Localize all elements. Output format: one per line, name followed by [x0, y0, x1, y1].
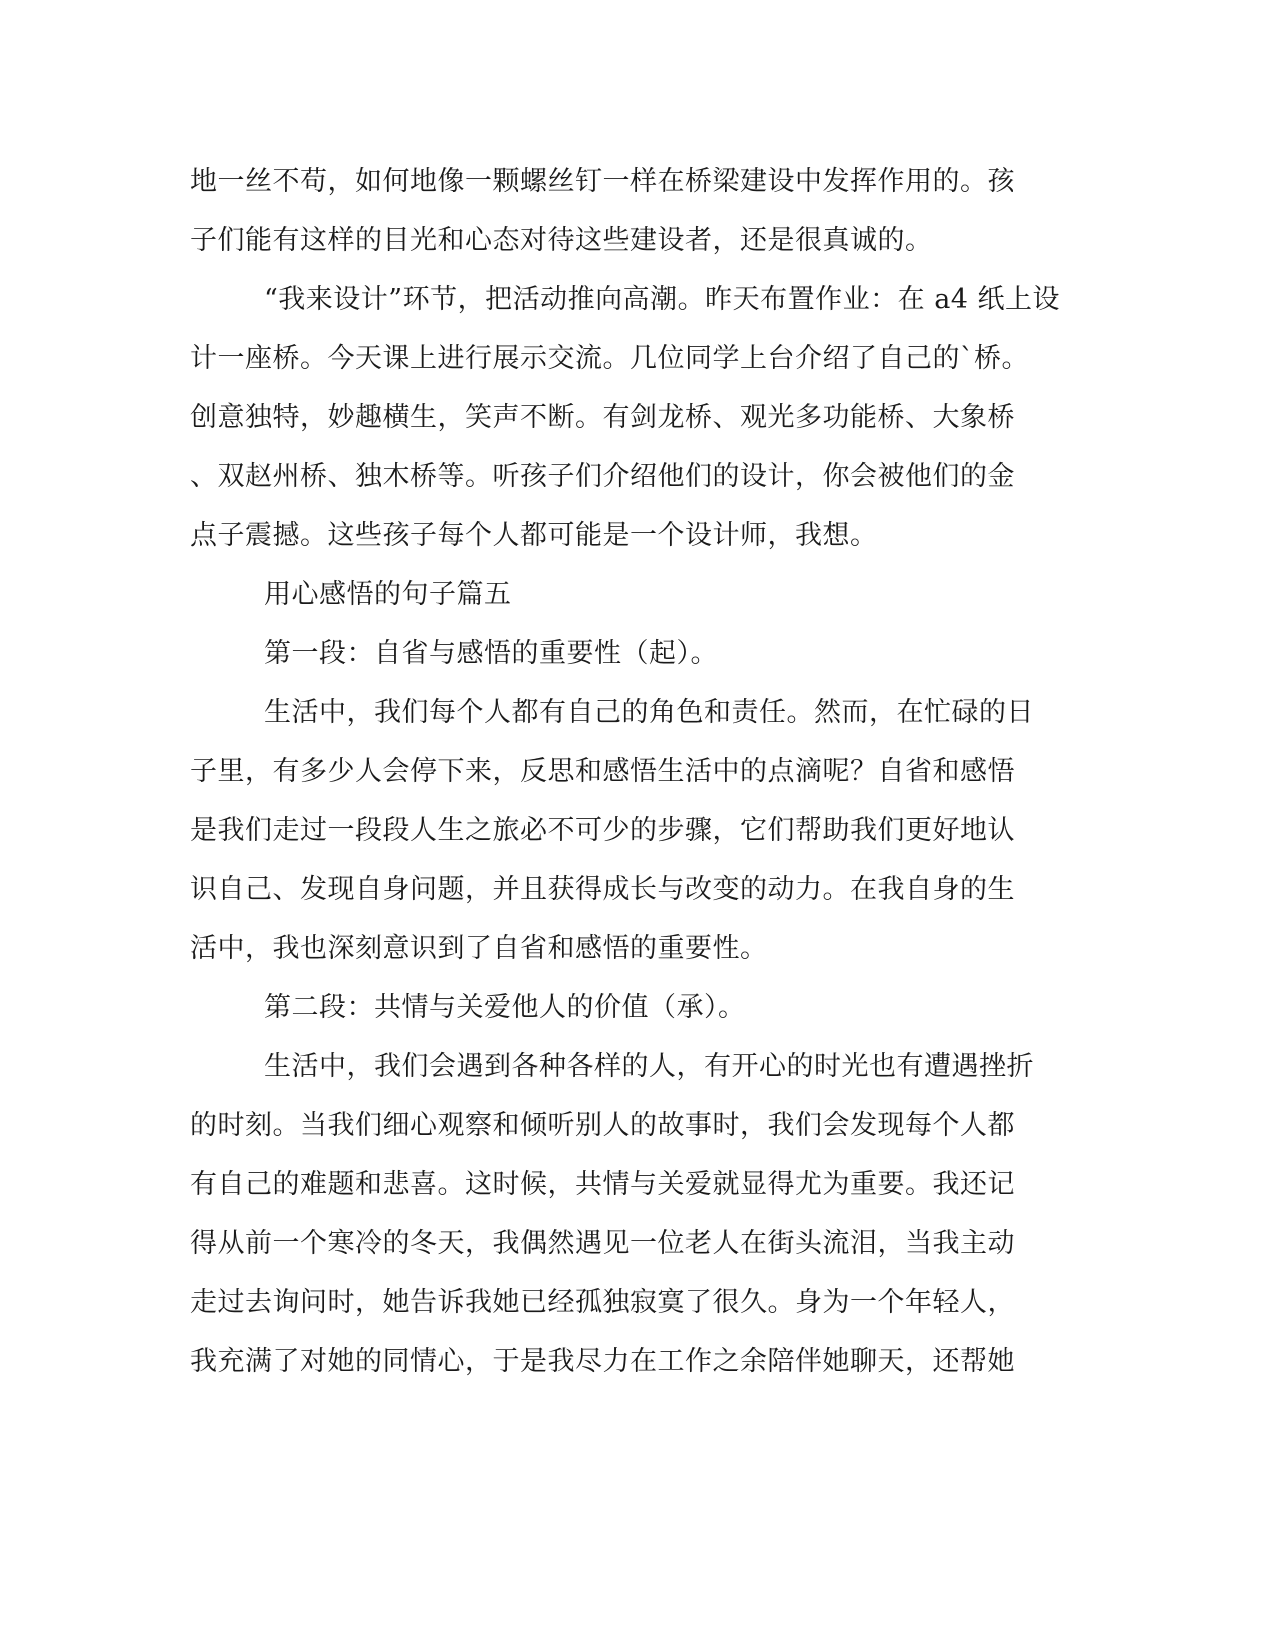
text-line: 创意独特，妙趣横生，笑声不断。有剑龙桥、观光多功能桥、大象桥 — [190, 402, 1015, 433]
paragraph-heading: 第一段：自省与感悟的重要性（起）。 — [264, 638, 718, 669]
text-line: 我充满了对她的同情心，于是我尽力在工作之余陪伴她聊天，还帮她 — [190, 1346, 1015, 1377]
text-line: 的时刻。当我们细心观察和倾听别人的故事时，我们会发现每个人都 — [190, 1110, 1015, 1141]
text-line: 子们能有这样的目光和心态对待这些建设者，还是很真诚的。 — [190, 225, 933, 256]
text-line: 计一座桥。今天课上进行展示交流。几位同学上台介绍了自己的`桥。 — [190, 343, 1029, 374]
text-line: 得从前一个寒冷的冬天，我偶然遇见一位老人在街头流泪，当我主动 — [190, 1228, 1015, 1259]
text-line: 识自己、发现自身问题，并且获得成长与改变的动力。在我自身的生 — [190, 874, 1015, 905]
text-line: 活中，我也深刻意识到了自省和感悟的重要性。 — [190, 933, 768, 964]
paragraph-heading: 第二段：共情与关爱他人的价值（承）。 — [264, 992, 746, 1023]
text-line: 子里，有多少人会停下来，反思和感悟生活中的点滴呢？自省和感悟 — [190, 756, 1015, 787]
text-line: 、双赵州桥、独木桥等。听孩子们介绍他们的设计，你会被他们的金 — [190, 461, 1015, 492]
text-line: 地一丝不苟，如何地像一颗螺丝钉一样在桥梁建设中发挥作用的。孩 — [190, 166, 1015, 197]
text-line: 走过去询问时，她告诉我她已经孤独寂寞了很久。身为一个年轻人， — [190, 1287, 1015, 1318]
section-heading: 用心感悟的句子篇五 — [264, 579, 512, 610]
text-line: “我来设计”环节，把活动推向高潮。昨天布置作业：在 a4 纸上设 — [264, 284, 1061, 315]
text-line: 点子震撼。这些孩子每个人都可能是一个设计师，我想。 — [190, 520, 878, 551]
text-line: 生活中，我们每个人都有自己的角色和责任。然而，在忙碌的日 — [264, 697, 1034, 728]
text-line: 生活中，我们会遇到各种各样的人，有开心的时光也有遭遇挫折 — [264, 1051, 1034, 1082]
text-line: 有自己的难题和悲喜。这时候，共情与关爱就显得尤为重要。我还记 — [190, 1169, 1015, 1200]
text-line: 是我们走过一段段人生之旅必不可少的步骤，它们帮助我们更好地认 — [190, 815, 1015, 846]
